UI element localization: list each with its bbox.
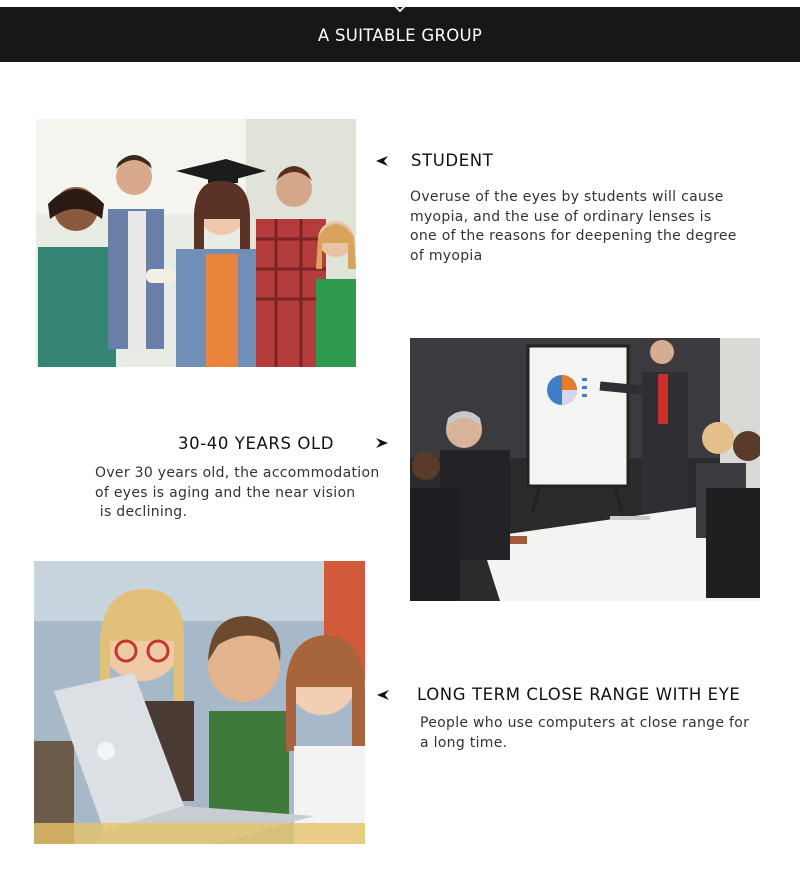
student-description-line: of myopia (410, 247, 483, 264)
close-range-heading: LONG TERM CLOSE RANGE WITH EYE (417, 685, 741, 704)
student-description-line: one of the reasons for deepening the degree (410, 228, 737, 244)
business-meeting-photo (410, 338, 760, 601)
student-heading: STUDENT (411, 151, 494, 170)
age-group-description-line: of eyes is aging and the near vision (95, 484, 356, 501)
section-header-bar (0, 7, 800, 62)
close-range-description (420, 714, 749, 753)
student-description-line: myopia, and the use of ordinary lenses is (410, 208, 712, 225)
student-description (410, 188, 737, 266)
close-range-description-line: a long time. (420, 734, 508, 751)
close-range-description-line: People who use computers at close range for (420, 715, 750, 731)
arrow-right-icon (375, 437, 389, 449)
student-description-line: Overuse of the eyes by students will cause (410, 189, 724, 205)
age-group-heading: 30-40 YEARS OLD (178, 434, 335, 453)
age-group-description-line: Over 30 years old, the accommodation (95, 465, 380, 481)
age-group-description (95, 464, 380, 523)
arrow-left-icon (375, 155, 389, 167)
age-group-description-line: is declining. (95, 504, 188, 520)
arrow-left-icon (376, 689, 390, 701)
chevron-down-icon (392, 4, 408, 14)
kids-laptop-photo (34, 561, 365, 844)
students-photo (36, 119, 356, 367)
section-title: A SUITABLE GROUP (317, 26, 483, 45)
